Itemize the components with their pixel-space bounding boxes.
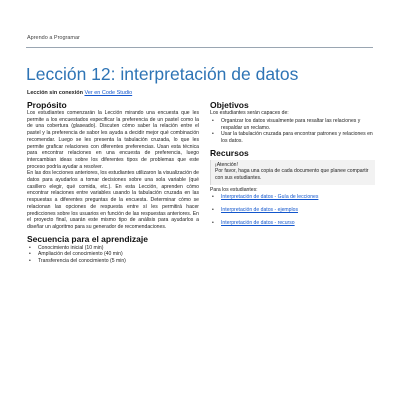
bullet-icon: •: [212, 219, 214, 226]
header-divider: [26, 47, 373, 48]
header-label: Aprendo a Programar: [27, 35, 80, 41]
list-item: [27, 251, 199, 258]
left-column: [27, 100, 199, 265]
sequence-item-label: Conocimiento inicial (10 min): [38, 244, 104, 251]
bullet-icon: •: [29, 244, 31, 251]
list-item: [27, 245, 199, 252]
bullet-icon: •: [29, 258, 31, 265]
code-studio-link[interactable]: Ver en Code Studio: [84, 90, 133, 96]
bullet-icon: •: [212, 131, 214, 138]
list-item: [210, 118, 375, 132]
list-item: [210, 131, 375, 145]
list-item: [210, 194, 375, 201]
objective-item-label: Usar la tabulación cruzada para encontrar patrones y relaciones en los datos.: [221, 131, 373, 145]
objectives-intro: Los estudiantes serán capaces de:: [210, 110, 289, 116]
unplugged-line: [27, 90, 132, 96]
list-item: [210, 220, 375, 227]
resources-heading: Recursos: [210, 147, 249, 158]
attention-callout: [210, 160, 375, 185]
page-title: Lección 12: interpretación de datos: [26, 64, 299, 84]
resource-link-examples[interactable]: Interpretación de datos - ejemplos: [221, 207, 299, 214]
callout-title: ¡Atención!: [215, 161, 238, 168]
bullet-icon: •: [212, 207, 214, 214]
purpose-paragraph-2: En las dos lecciones anteriores, los estudiantes utilizaron la visualización de datos para ayudarlos a tomar decisiones sobre una sola variable (qué casillero elegir, qué comida, etc.). En esta Lección, aprenden cómo encontrar relaciones entre variables usando la tabulación cruzada en las respuestas a diferentes preguntas de la encuesta. Determinar cómo se relacionan las opciones de respuesta entre sí les permitirá hacer predicciones sobre los usuarios en función de las respuestas anteriores. En el proyecto final, usarán este mismo tipo de análisis para ayudarlos a diseñar un algoritmo para su generador de recomendaciones.: [27, 170, 199, 230]
bullet-icon: •: [29, 251, 31, 258]
resources-list: [210, 194, 375, 226]
resource-link-lesson-guide[interactable]: Interpretación de datos - Guía de lecciones: [221, 194, 319, 201]
sequence-item-label: Ampliación del conocimiento (40 min): [38, 251, 123, 258]
bullet-icon: •: [212, 117, 214, 124]
sequence-heading: Secuencia para el aprendizaje: [27, 233, 148, 244]
objective-item-label: Organizar los datos visualmente para resaltar las relaciones y respaldar un reclamo.: [221, 117, 361, 131]
unplugged-label: Lección sin conexión: [27, 90, 83, 96]
objectives-heading: Objetivos: [210, 100, 249, 110]
list-item: [27, 258, 199, 265]
right-column: [210, 100, 375, 233]
purpose-paragraph-1: Los estudiantes comenzarán la Lección mirando una encuesta que les permite a los encuestados especificar la preferencia de un pastel como la de una cobertura (glaseado). Discuten cómo saber la relación entre el pastel y la preferencia de sabor les ayuda a decidir mejor qué combinación recomendar. Luego se les presenta la tabulación cruzada, lo que les permite graficar relaciones con diferentes preferencias. Usan esta técnica para encontrar relaciones en una encuesta de preferencia, luego intercambian ideas sobre los diferentes tipos de problemas que este proceso podría ayudar a resolver.: [27, 110, 199, 170]
students-label: Para los estudiantes:: [210, 186, 258, 193]
bullet-icon: •: [212, 194, 214, 201]
list-item: [210, 207, 375, 214]
objectives-list: [210, 118, 375, 145]
callout-text: Por favor, haga una copia de cada documento que planee compartir con sus estudiantes.: [215, 168, 369, 182]
resource-link-resource[interactable]: Interpretación de datos - recurso: [221, 219, 295, 226]
purpose-heading: Propósito: [27, 100, 67, 110]
sequence-list: [27, 245, 199, 265]
sequence-item-label: Transferencia del conocimiento (5 min): [38, 258, 126, 265]
